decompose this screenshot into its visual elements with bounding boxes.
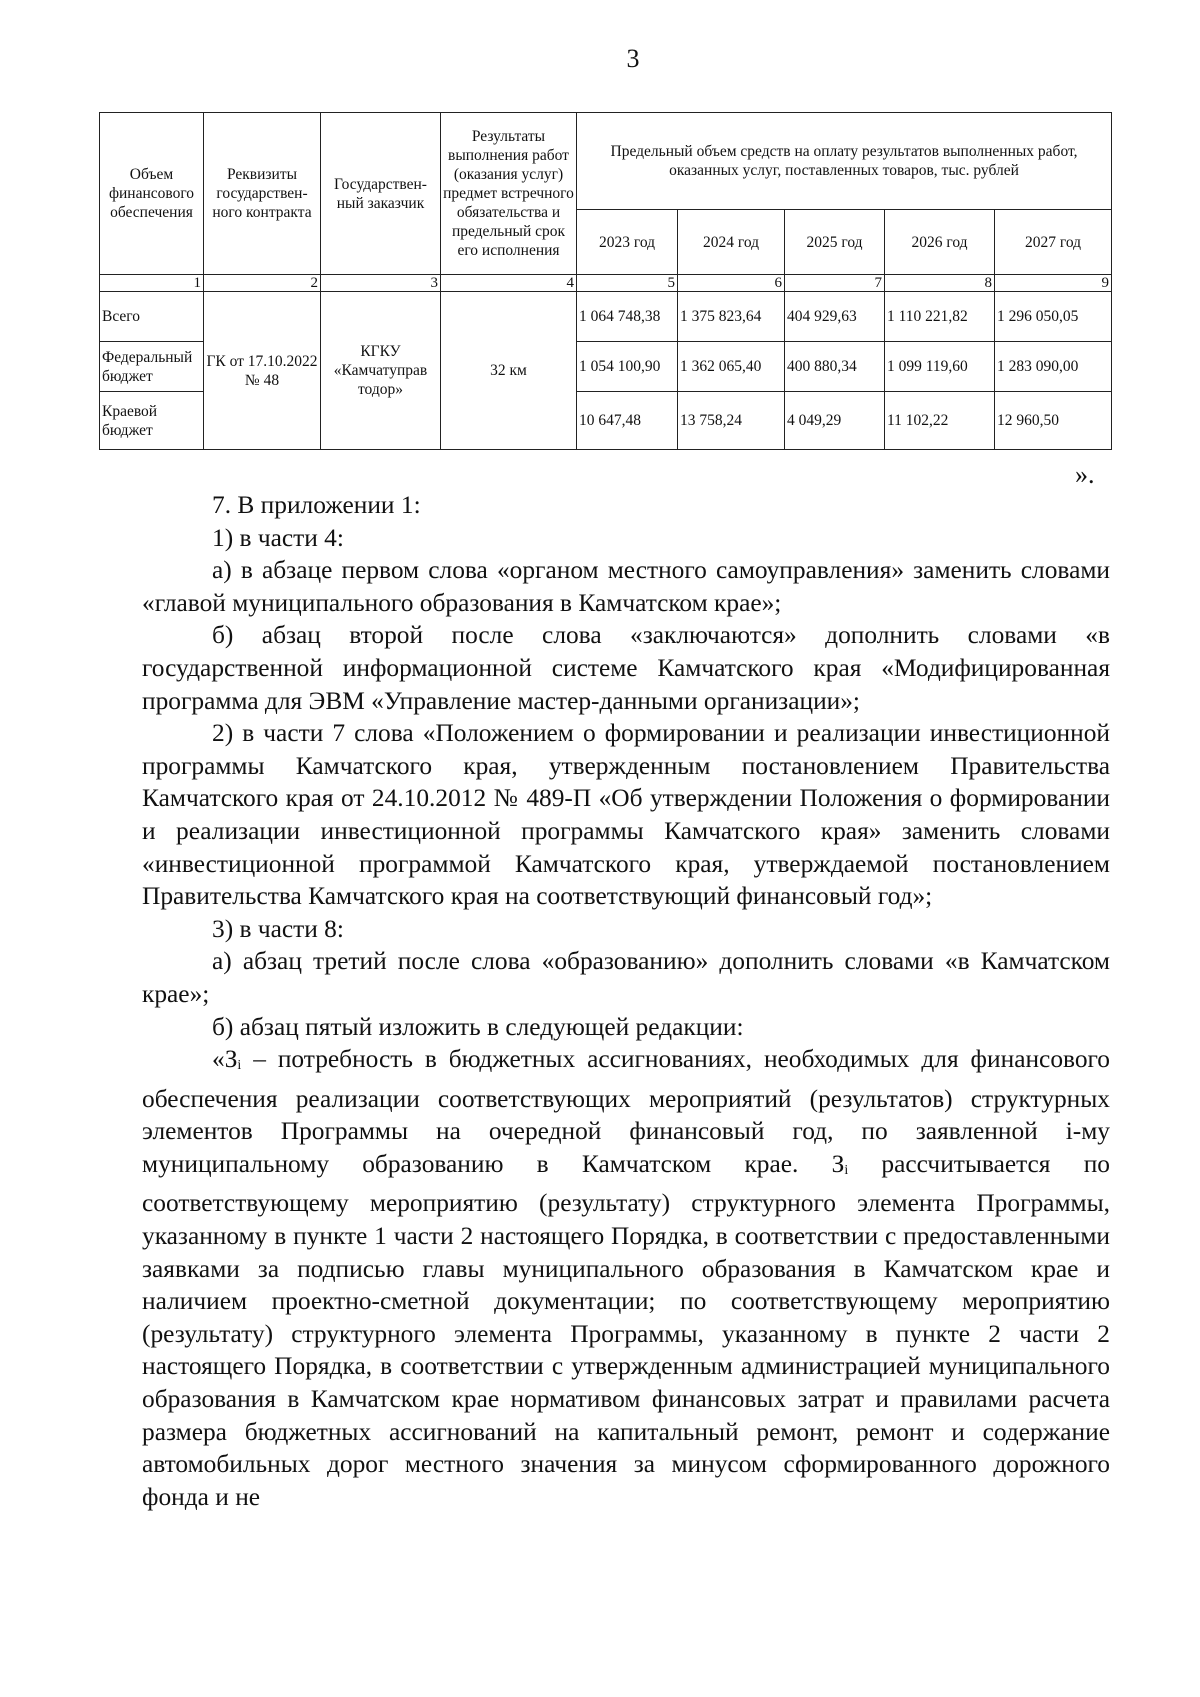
column-number: 9 <box>995 275 1112 292</box>
header-limit-volume: Предельный объем средств на оплату результатов выполненных работ, оказанных услуг, поставленных товаров, тыс. рублей <box>577 113 1112 210</box>
value-cell: 1 296 050,05 <box>995 292 1112 342</box>
page-number: 3 <box>626 44 640 73</box>
paragraph: б) абзац второй после слова «заключаются» дополнить словами «в государственной информационной системе Камчатского края «Модифицированная программа для ЭВМ «Управление мастер-данными организации»; <box>142 621 1110 715</box>
table-row <box>100 292 1112 342</box>
row-label: Всего <box>100 292 204 342</box>
paragraph: а) в абзаце первом слова «органом местного самоуправления» заменить словами «главой муниципального образования в Камчатском крае»; <box>142 556 1110 617</box>
column-number: 7 <box>785 275 885 292</box>
value-cell: 400 880,34 <box>785 342 885 392</box>
state-customer: КГКУ «Камчатуправ тодор» <box>321 292 441 450</box>
column-number: 8 <box>885 275 995 292</box>
paragraph-formula-definition <box>142 1043 1110 1513</box>
value-cell: 1 064 748,38 <box>577 292 678 342</box>
subscript-i: i <box>844 1162 849 1178</box>
paragraph: б) абзац пятый изложить в следующей редакции: <box>212 1012 744 1041</box>
header-year: 2025 год <box>785 210 885 275</box>
contract-details: ГК от 17.10.2022 № 48 <box>204 292 321 450</box>
paragraph: а) абзац третий после слова «образованию» дополнить словами «в Камчатском крае»; <box>142 947 1110 1008</box>
paragraph: 2) в части 7 слова «Положением о формировании и реализации инвестиционной программы Камчатского края, утвержденным постановлением Правительства Камчатского края от 24.10.2012 № 489-П «Об утверждении Положения о формировании и реализации инвестиционной программы Камчатского края» заменить словами «инвестиционной программой Камчатского края, утверждаемой постановлением Правительства Камчатского края на соответствующий финансовый год»; <box>142 719 1110 911</box>
paragraph: 7. В приложении 1: <box>212 491 421 519</box>
header-year: 2023 год <box>577 210 678 275</box>
value-cell: 1 283 090,00 <box>995 342 1112 392</box>
column-number: 3 <box>321 275 441 292</box>
value-cell: 11 102,22 <box>885 392 995 450</box>
work-result: 32 км <box>441 292 577 450</box>
document-body <box>142 489 1110 1513</box>
column-number: 4 <box>441 275 577 292</box>
column-number: 2 <box>204 275 321 292</box>
column-numbers-row <box>100 275 1112 292</box>
value-cell: 1 375 823,64 <box>678 292 785 342</box>
value-cell: 4 049,29 <box>785 392 885 450</box>
value-cell: 1 054 100,90 <box>577 342 678 392</box>
value-cell: 1 099 119,60 <box>885 342 995 392</box>
header-year: 2027 год <box>995 210 1112 275</box>
financing-table <box>99 112 1112 450</box>
text-fragment: «З <box>212 1045 238 1074</box>
value-cell: 1 362 065,40 <box>678 342 785 392</box>
paragraph: 3) в части 8: <box>212 914 344 943</box>
header-year: 2024 год <box>678 210 785 275</box>
column-number: 1 <box>100 275 204 292</box>
header-financing-volume: Объем финансового обеспечения <box>100 113 204 275</box>
header-contract-details: Реквизиты государствен-ного контракта <box>204 113 321 275</box>
text-fragment: рассчитывается по соответствующему мероприятию (результату) структурного элемента Программы, указанному в пункте 1 части 2 настоящего Порядка, в соответствии с предоставленными заявками за подписью главы муниципального образования в Камчатском крае и наличием проектно-сметной документации; по соответствующему мероприятию (результату) структурного элемента Программы, указанному в пункте 2 части 2 настоящего Порядка, в соответствии с утвержденным администрацией муниципального образования в Камчатском крае нормативом финансовых затрат и правилами расчета размера бюджетных ассигнований на капитальный ремонт, ремонт и содержание автомобильных дорог местного значения за минусом сформированного дорожного фонда и не <box>142 1149 1110 1511</box>
header-row <box>100 113 1112 210</box>
value-cell: 404 929,63 <box>785 292 885 342</box>
header-year: 2026 год <box>885 210 995 275</box>
value-cell: 12 960,50 <box>995 392 1112 450</box>
row-label: Федеральный бюджет <box>100 342 204 392</box>
row-label: Краевой бюджет <box>100 392 204 450</box>
value-cell: 1 110 221,82 <box>885 292 995 342</box>
value-cell: 13 758,24 <box>678 392 785 450</box>
column-number: 5 <box>577 275 678 292</box>
header-work-results: Результаты выполнения работ (оказания услуг) предмет встречного обязательства и предельный срок его исполнения <box>441 113 577 275</box>
closing-quote: ». <box>1075 460 1095 489</box>
paragraph: 1) в части 4: <box>212 523 344 552</box>
column-number: 6 <box>678 275 785 292</box>
value-cell: 10 647,48 <box>577 392 678 450</box>
text-fragment: – потребность в бюджетных ассигнованиях, необходимых для финансового обеспечения реализации соответствующих мероприятий (результатов) структурных элементов Программы на очередной финансовый год, по заявленной i-му муниципальному образованию в Камчатском крае. З <box>142 1045 1110 1178</box>
header-state-customer: Государствен-ный заказчик <box>321 113 441 275</box>
subscript-i: i <box>237 1058 242 1074</box>
